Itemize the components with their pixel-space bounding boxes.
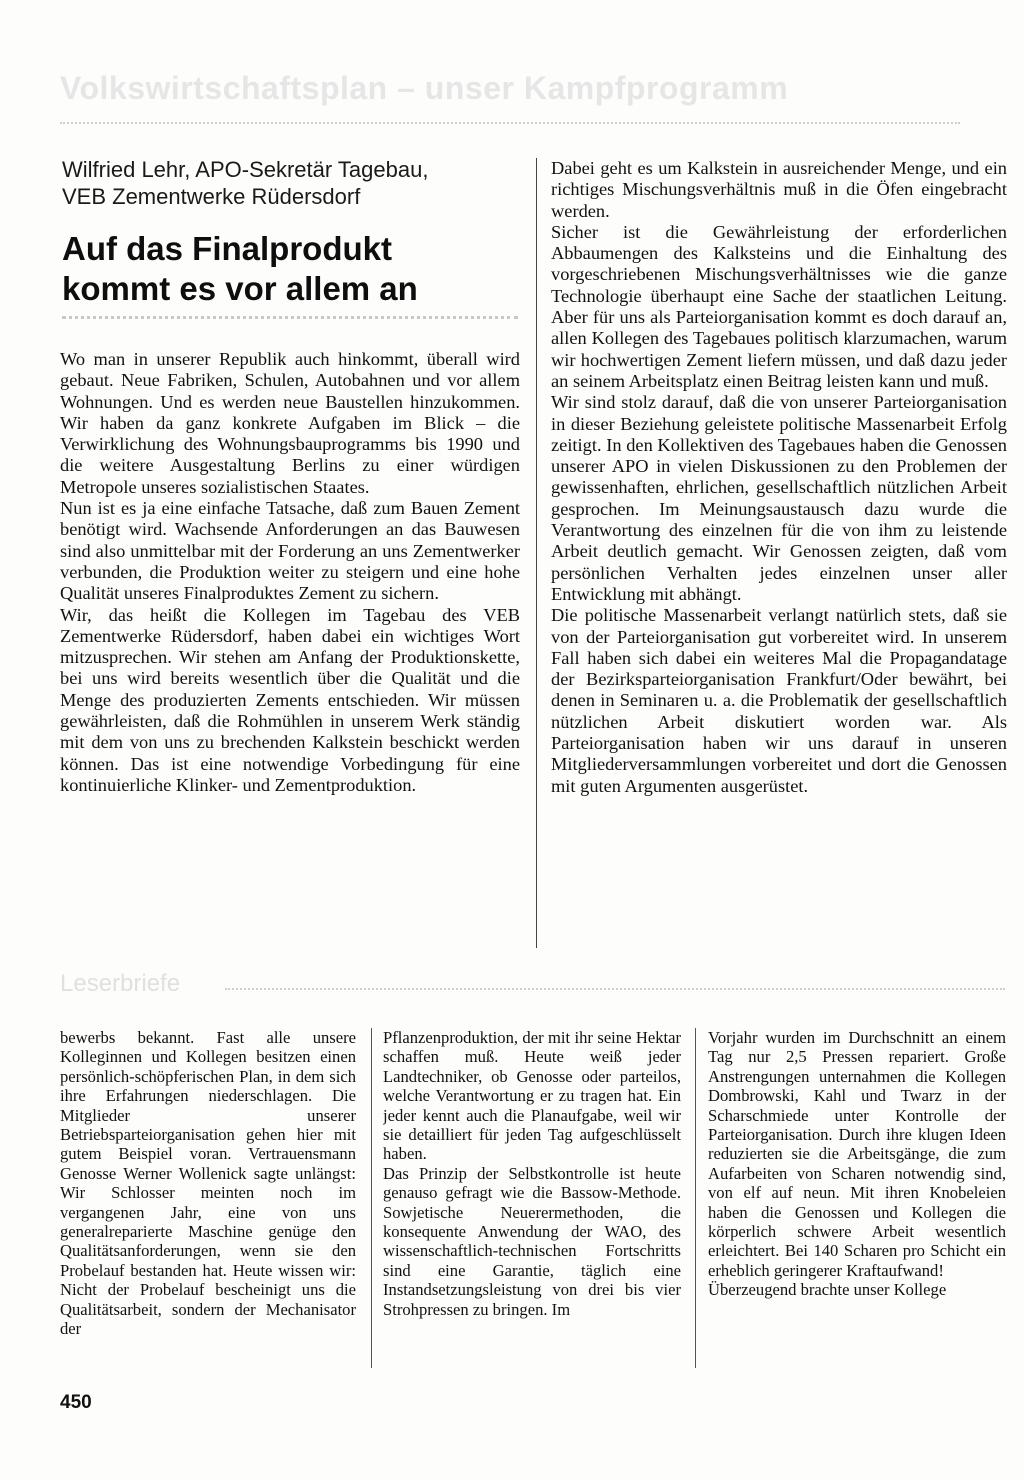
- column-divider: [536, 158, 537, 948]
- paragraph: Wo man in unserer Republik auch hinkommt, überall wird gebaut. Neue Fabriken, Schulen, Autobahnen und vor allem Wohnungen. Und es werden neue Baustellen hinzukommen. Wir haben da ganz konkrete Aufgaben im Blick – die Verwirklichung des Wohnungsbauprogramms bis 1990 und die weitere Ausgestaltung Berlins zu einer würdigen Metropole unseres sozialistischen Staates.: [60, 349, 520, 497]
- paragraph: Vorjahr wurden im Durchschnitt an einem Tag nur 2,5 Pressen repariert. Große Anstrengungen unternahmen die Kollegen Dombrowski, Kahl und Twarz in der Scharschmiede unter Kontrolle der Parteiorganisation. Durch ihre klugen Ideen reduzierten sie die Arbeitsgänge, die zum Aufarbeiten von Scharen notwendig sind, von elf auf neun. Mit ihren Knobeleien haben die Genossen und Kollegen die körperlich schwere Arbeit wesentlich erleichtert. Bei 140 Scharen pro Schicht ein erheblich geringerer Kraftaufwand!: [708, 1028, 1006, 1280]
- paragraph: Wir, das heißt die Kollegen im Tagebau des VEB Zementwerke Rüdersdorf, haben dabei ein wichtiges Wort mitzusprechen. Wir stehen am Anfang der Produktionskette, bei uns wird bereits wesentlich über die Qualität und die Menge des produzierten Zements entschieden. Wir müssen gewährleisten, daß die Rohmühlen in unserem Werk ständig mit dem von uns zu brechenden Kalkstein beschickt werden können. Das ist eine notwendige Vorbedingung für eine kontinuierliche Klinker- und Zementproduktion.: [60, 604, 520, 795]
- author-line-2: VEB Zementwerke Rüdersdorf: [62, 184, 361, 209]
- paragraph: Die politische Massenarbeit verlangt natürlich stets, daß sie von der Parteiorganisation gut vorbereitet wird. In unserem Fall haben sich dabei ein weiteres Mal die Propagandatage der Bezirksparteiorganisation Frankfurt/Oder bewährt, bei denen in Seminaren u. a. die Problematik der gesellschaftlich nützlichen Arbeit diskutiert worden war. Als Parteiorganisation haben wir uns darauf in unseren Mitgliederversammlungen vorbereitet und dort die Genossen mit guten Argumenten ausgerüstet.: [551, 605, 1007, 796]
- letters-column-a: [60, 1028, 356, 1363]
- headline-rule: [62, 316, 518, 319]
- paragraph: Dabei geht es um Kalkstein in ausreichender Menge, und ein richtiges Mischungsverhältnis muß in die Öfen eingebracht werden.: [551, 158, 1007, 221]
- letters-heading-rule: [225, 988, 1005, 990]
- paragraph: Pflanzenproduktion, der mit ihr seine Hektar schaffen muß. Heute weiß jeder Landtechniker, ob Genosse oder parteilos, welche Verantwortung er zu tragen hat. Ein jeder kennt auch die Planaufgabe, weil wir sie detailliert für jeden Tag aufgeschlüsselt haben.: [383, 1028, 681, 1164]
- headline-line-1: Auf das Finalprodukt: [62, 230, 392, 267]
- section-heading: Volkswirtschaftsplan – unser Kampfprogramm: [60, 70, 789, 106]
- letters-column-c: [708, 1028, 1006, 1363]
- paragraph: Nun ist es ja eine einfache Tatsache, daß zum Bauen Zement benötigt wird. Wachsende Anforderungen an das Bauwesen sind also unmittelbar mit der Forderung an uns Zementwerker verbunden, die Produktion weiter zu steigern und eine hohe Qualität unseres Finalproduktes Zement zu sichern.: [60, 498, 520, 604]
- paragraph: Sicher ist die Gewährleistung der erforderlichen Abbaumengen des Kalksteins und die Einhaltung des vorgeschriebenen Mischungsverhältnisses wie die ganze Technologie überhaupt eine Sache der staatlichen Leitung. Aber für uns als Parteiorganisation kommt es doch darauf an, allen Kollegen des Tagebaues politisch klarzumachen, warum wir hochwertigen Zement liefern müssen, und daß dazu jeder an seinem Arbeitsplatz einen Beitrag leisten kann und muß.: [551, 221, 1007, 391]
- article-column-2: [551, 158, 1007, 948]
- author-line-1: Wilfried Lehr, APO-Sekretär Tagebau,: [62, 157, 429, 182]
- author-byline: [62, 156, 522, 210]
- column-divider: [371, 1028, 372, 1368]
- letters-column-b: [383, 1028, 681, 1363]
- paragraph: bewerbs bekannt. Fast alle unsere Kolleginnen und Kollegen besitzen einen persönlich-schöpferischen Plan, in dem sich ihre Erfahrungen niederschlagen. Die Mitglieder unserer Betriebsparteiorganisation gehen hier mit gutem Beispiel voran. Vertrauensmann Genosse Werner Wollenick sagte unlängst: Wir Schlosser meinten noch im vergangenen Jahr, eine von uns generalreparierte Maschine genüge den Qualitätsanforderungen, wenn sie den Probelauf bestanden hat. Heute wissen wir: Nicht der Probelauf bescheinigt uns die Qualitätsarbeit, sondern der Mechanisator der: [60, 1028, 356, 1339]
- article-headline: [62, 229, 522, 309]
- paragraph: Überzeugend brachte unser Kollege: [708, 1280, 947, 1300]
- headline-line-2: kommt es vor allem an: [62, 270, 418, 307]
- section-heading-rule: [60, 122, 960, 124]
- paragraph: Wir sind stolz darauf, daß die von unserer Parteiorganisation in dieser Beziehung geleistete politische Massenarbeit Erfolg zeitigt. In den Kollektiven des Tagebaues haben die Genossen unserer APO in vielen Diskussionen zu den Problemen der gewissenhaften, ehrlichen, gesellschaftlich nützlichen Arbeit gesprochen. Im Meinungsaustausch dazu wurde die Verantwortung des einzelnen für die von ihm zu leistende Arbeit deutlich gemacht. Wir Genossen zeigten, daß vom persönlichen Verhalten jedes einzelnen unser aller Entwicklung mit abhängt.: [551, 392, 1007, 604]
- article-column-1: [60, 349, 520, 949]
- column-divider: [695, 1028, 696, 1368]
- paragraph: Das Prinzip der Selbstkontrolle ist heute genauso gefragt wie die Bassow-Methode. Sowjetische Neuerermethoden, die konsequente Anwendung der WAO, des wissenschaftlich-technischen Fortschritts sind eine Garantie, täglich eine Instandsetzungsleistung von drei bis vier Strohpressen zu bringen. Im: [383, 1163, 681, 1319]
- letters-heading: Leserbriefe: [60, 970, 181, 997]
- page-number: 450: [60, 1392, 92, 1413]
